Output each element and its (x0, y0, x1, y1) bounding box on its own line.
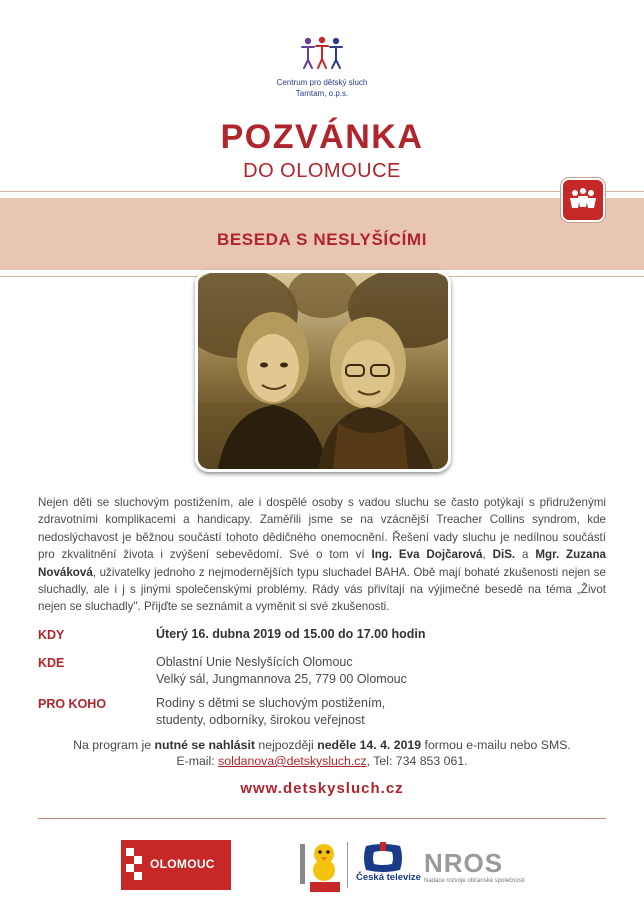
children-figures-icon (297, 36, 347, 70)
when-label: KDY (38, 628, 65, 642)
who-value (156, 695, 385, 729)
speaker-title-1: DiS. (492, 548, 516, 562)
ceska-televize-text: Česká televize (356, 872, 421, 883)
who-label: PRO KOHO (38, 697, 107, 711)
speaker-name-1: Ing. Eva Dojčarová (371, 548, 483, 562)
reg-bold-1: nutné se nahlásit (154, 738, 255, 752)
where-label: KDE (38, 656, 65, 670)
description-text-1: Nejen děti se sluchovým postižením, ale i dospělé osoby s vadou sluchu se často potýkají s přidruženými zdravotními komplikacemi a handicapy. Zaměřili jsme se na vzácnější Treacher Collins syndrom, kde nedoslýchavost je běžnou součástí tohoto dědičného onemocnění. Řešení vady sluchu je nedílnou součástí pro zkvalitnění života i zvýšení sebevědomí. Své o tom ví (38, 496, 606, 562)
pomozte-detem-logo (300, 838, 342, 894)
event-description (38, 494, 606, 616)
when-value: Úterý 16. dubna 2019 od 15.00 do 17.00 hodin (156, 627, 426, 641)
speaker-name-2: Mgr. Zuzana Nováková (38, 548, 606, 579)
description-text-2: a (522, 548, 529, 562)
logo-org: Tamtam, o.p.s. (295, 89, 349, 98)
website-link[interactable]: www.detskysluch.cz (240, 780, 404, 797)
description-sep: , (482, 548, 486, 562)
band-top-line (0, 191, 644, 192)
children-badge-icon (563, 180, 603, 220)
where-value (156, 654, 407, 688)
photo-illustration (198, 273, 448, 469)
who-line-1: Rodiny s dětmi se sluchovým postižením, (156, 696, 386, 710)
organization-logo (0, 36, 644, 99)
reg-text-3: formou e-mailu nebo SMS. (424, 738, 571, 752)
email-label: E-mail: (176, 754, 215, 768)
reg-text-2: nejpozději (258, 738, 314, 752)
phone-text: , Tel: 734 853 061. (366, 754, 468, 768)
sponsor-divider (347, 842, 348, 888)
olomouc-logo-text: OLOMOUC (150, 857, 215, 871)
ceska-televize-logo (358, 842, 408, 892)
nros-logo: NROS (424, 848, 504, 878)
description-text-3: , uživatelky jednoho z nejmodernějších typu sluchadel BAHA. Obě mají bohaté zkušenosti nejen se sluchadly, ale i j s jinými společenskými problémy. Rády vás přivítají na výjimečné besedě na téma „Život nejen se sluchadly". Přijďte se seznámit a vyměnit si své zkušenosti. (38, 565, 606, 614)
organization-badge (561, 178, 605, 222)
page-subtitle: DO OLOMOUCE (243, 160, 401, 182)
page-title: POZVÁNKA (220, 118, 424, 156)
nros-subtitle: Nadace rozvoje občanské společnosti (424, 878, 525, 884)
who-line-2: studenty, odborníky, širokou veřejnost (156, 713, 365, 727)
logo-name: Centrum pro dětský sluch (276, 78, 368, 87)
contact-line (0, 754, 644, 768)
reg-text-1: Na program je (73, 738, 152, 752)
reg-deadline: neděle 14. 4. 2019 (317, 738, 422, 752)
footer-separator (38, 818, 606, 819)
event-title: BESEDA S NESLYŠÍCÍMI (216, 230, 428, 249)
registration-note (0, 738, 644, 752)
email-link[interactable]: soldanova@detskysluch.cz (218, 754, 367, 768)
where-line-1: Oblastní Unie Neslyšících Olomouc (156, 655, 353, 669)
speakers-photo (195, 270, 451, 472)
where-line-2: Velký sál, Jungmannova 25, 779 00 Olomouc (156, 672, 407, 686)
